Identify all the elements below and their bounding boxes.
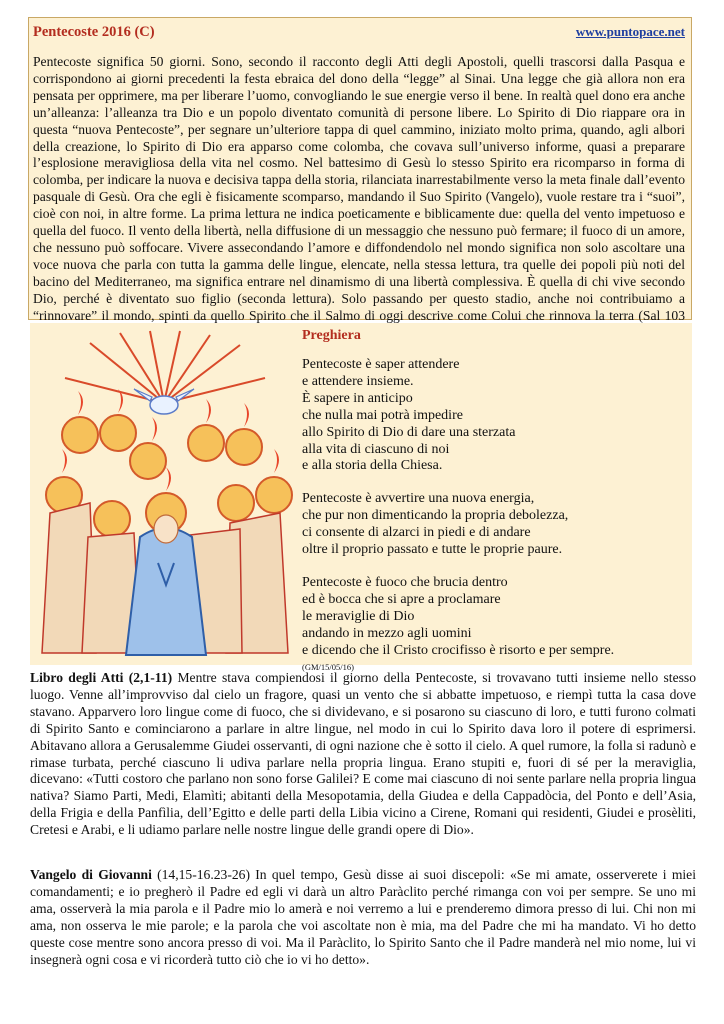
prayer-line: andando in mezzo agli uomini — [302, 625, 472, 641]
prayer-stanza — [302, 357, 688, 475]
pentecost-illustration — [30, 323, 298, 665]
page-title: Pentecoste 2016 (C) — [33, 24, 155, 40]
prayer-line: e dicendo che il Cristo crocifisso è risorto e per sempre. — [302, 642, 615, 658]
prayer-line: È sapere in anticipo — [302, 390, 413, 406]
reading-gospel-text: In quel tempo, Gesù disse ai suoi discepoli: «Se mi amate, osserverete i miei comandamenti; e io pregherò il Padre ed egli vi darà un altro Paràclito perché rimanga con voi per sempre. Se uno mi ama, osserverà la mia parola e il Padre mio lo amerà e noi verremo a lui e prenderemo dimora presso di lui. Chi non mi ama, non osserva le mie parole; e la parola che voi ascoltate non è mia, ma del Padre che mi ha mandato. Vi ho detto queste cose mentre sono ancora presso di voi. Ma il Paràclito, lo Spirito Santo che il Padre manderà nel mio nome, lui vi insegnerà ogni cosa e vi ricorderà tutto ciò che io vi ho detto». — [30, 867, 696, 967]
reading-gospel-label: Vangelo di Giovanni — [30, 867, 152, 882]
prayer-title: Preghiera — [302, 328, 361, 343]
dove-icon — [134, 389, 194, 414]
light-rays — [65, 331, 265, 403]
reading-gospel-ref: (14,15-16.23-26) — [151, 867, 250, 882]
prayer-line: alla vita di ciascuno di noi — [302, 441, 450, 457]
prayer-stanza — [302, 575, 688, 660]
reading-acts-label: Libro degli Atti (2,1-11) — [30, 670, 173, 685]
prayer-line: Pentecoste è avvertire una nuova energia, — [302, 491, 535, 507]
site-link[interactable]: www.puntopace.net — [575, 24, 685, 39]
prayer-stanza — [302, 491, 688, 559]
prayer-line: ci consente di alzarci in piedi e di andare — [302, 525, 531, 541]
prayer-line: e alla storia della Chiesa. — [302, 458, 443, 474]
intro-text: Pentecoste significa 50 giorni. Sono, secondo il racconto degli Atti degli Apostoli, quelli trascorsi dalla Pasqua e corrispondono ai giorni precedenti la festa ebraica del dono della “legge” al Sinai. Una legge che già allora non era pensata per opprimere, ma per liberare l’uomo, convogliando le sue energie verso il bene. In realtà quel dono era anche un’alleanza: l’alleanza tra Dio e un popolo diventato comunità di persone libere. Lo Spirito di Dio riappare ora in questa “nuova Pentecoste”, per segnare un’ulteriore tappa di quel cammino, iniziato molto prima, quando, agli albori della creazione, lo Spirito di Dio era apparso come colomba, che covava sull’universo informe, quasi a preparare l’esplosione meravigliosa della vita nel cosmo. Nel battesimo di Gesù lo stesso Spirito era ricomparso in forma di colomba, per indicare la nuova e decisiva tappa della storia, rilanciata inarrestabilmente verso la meta finale dall’evento pasquale di Gesù. Ora che egli è fisicamente scomparso, mandando il Suo Spirito (Vangelo), vuole restare tra i “suoi”, cioè con noi, in altre forme. La prima lettura ne indica poeticamente e biblicamente due: quella del vento impetuoso e quella del fuoco. Il vento della libertà, nella diffusione di un messaggio che nessuno può fermare; il fuoco di un amore, che nessuno può soffocare. Vivere assecondando l’amore e diffondendolo nel mondo significa non solo ascoltare una voce nuova che parla con tutta la gamma delle lingue, elencate, nella stessa lettura, tra quelle dei popoli più noti del bacino del Mediterraneo, ma significa entrare nel dinamismo di una libertà complessiva. È quella di chi vive secondo Dio, perché è diventato suo figlio (seconda lettura). Solo passando per questo stadio, anche noi contribuiamo a “rinnovare” il mondo, spinti da quello Spirito che il Salmo di oggi descrive come Colui che rinnova la terra (Sal 103 — [33, 54, 685, 323]
prayer-line: e attendere insieme. — [302, 373, 414, 389]
prayer-line: Pentecoste è saper attendere — [302, 357, 460, 372]
prayer-line: oltre il proprio passato e tutte le proprie paure. — [302, 542, 563, 558]
reading-acts — [30, 670, 696, 839]
prayer-panel — [298, 323, 692, 672]
prayer-signature: (GM/15/05/16) — [302, 661, 354, 672]
prayer-line: Pentecoste è fuoco che brucia dentro — [302, 574, 508, 590]
prayer-line: che nulla mai potrà impedire — [302, 407, 463, 423]
pentecost-drawing — [30, 323, 298, 665]
prayer-line: che pur non dimenticando la propria debolezza, — [302, 508, 569, 524]
prayer-line: allo Spirito di Dio di dare una sterzata — [302, 424, 516, 440]
intro-header — [33, 24, 685, 46]
reading-gospel — [30, 867, 696, 968]
prayer-line: le meraviglie di Dio — [302, 608, 415, 624]
reading-acts-text: Mentre stava compiendosi il giorno della Pentecoste, si trovavano tutti insieme nello stesso luogo. Venne all’improvviso dal cielo un fragore, quasi un vento che si abbatte impetuoso, e riempì tutta la casa dove stavano. Apparvero loro lingue come di fuoco, che si dividevano, e si posarono su ciascuno di loro, e tutti furono colmati di Spirito Santo e cominciarono a parlare in altre lingue, nel modo in cui lo Spirito dava loro il potere di esprimersi. Abitavano allora a Gerusalemme Giudei osservanti, di ogni nazione che è sotto il cielo. A quel rumore, la folla si radunò e rimase turbata, perché ciascuno li udiva parlare nella propria lingua. Erano stupiti e, fuori di sé per la meraviglia, dicevano: «Tutti costoro che parlano non sono forse Galilei? E come mai ciascuno di noi sente parlare nella propria lingua nativa? Siamo Parti, Medi, Elamìti; abitanti della Mesopotamia, della Giudea e della Cappadòcia, del Ponto e dell’Asia, della Frigia e della Panfìlia, dell’Egitto e delle parti della Libia vicino a Cirene, Romani qui residenti, Giudei e prosèliti, Cretesi e Arabi, e li udiamo parlare nelle nostre lingue delle grandi opere di Dio». — [30, 670, 696, 838]
intro-box — [28, 17, 692, 323]
prayer-line: ed è bocca che si apre a proclamare — [302, 591, 501, 607]
